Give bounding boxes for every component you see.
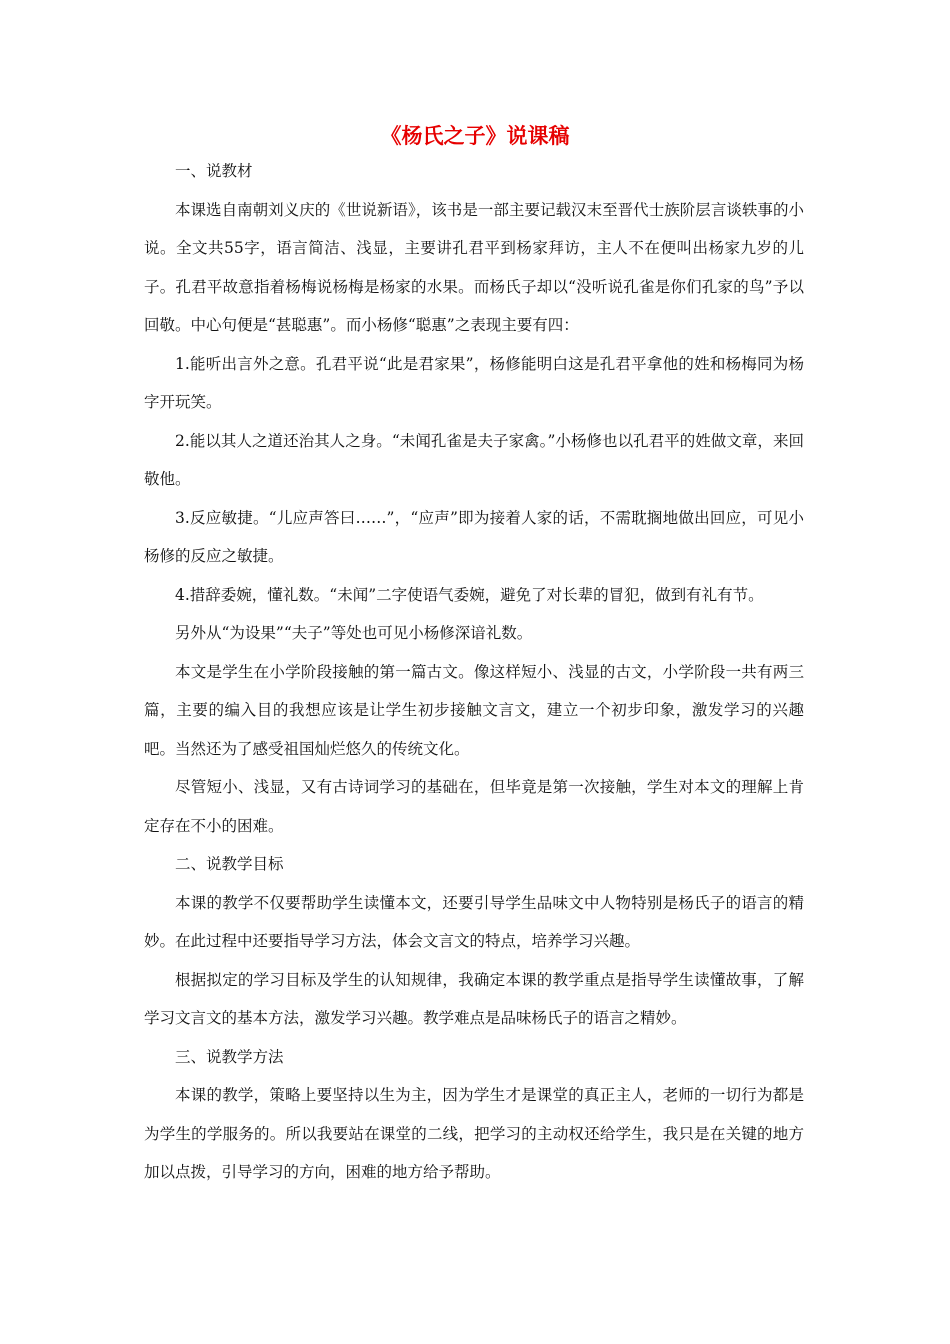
paragraph: 2.能以其人之道还治其人之身。“未闻孔雀是夫子家禽。”小杨修也以孔君平的姓做文章，来回敬他。 [144,431,804,488]
section-heading: 三、说教学方法 [175,1047,284,1066]
paragraph: 本文是学生在小学阶段接触的第一篇古文。像这样短小、浅显的古文，小学阶段一共有两三篇，主要的编入目的我想应该是让学生初步接触文言文，建立一个初步印象，激发学习的兴趣吧。当然还为了感受祖国灿烂悠久的传统文化。 [144,662,804,758]
section-heading: 一、说教材 [175,162,253,180]
paragraph: 另外从“为设果”“夫子”等处也可见小杨修深谙礼数。 [175,624,533,642]
paragraph: 本课的教学，策略上要坚持以生为主，因为学生才是课堂的真正主人，老师的一切行为都是为学生的学服务的。所以我要站在课堂的二线，把学习的主动权还给学生，我只是在关键的地方加以点拨，引导学习的方向，困难的地方给予帮助。 [144,1086,804,1181]
paragraph: 本课的教学不仅要帮助学生读懂本文，还要引导学生品味文中人物特别是杨氏子的语言的精妙。在此过程中还要指导学习方法，体会文言文的特点，培养学习兴趣。 [144,893,804,950]
paragraph: 本课选自南朝刘义庆的《世说新语》，该书是一部主要记载汉末至晋代士族阶层言谈轶事的小说。全文共55字，语言简洁、浅显，主要讲孔君平到杨家拜访，主人不在便叫出杨家九岁的儿子。孔君平故意指着杨梅说杨梅是杨家的水果。而杨氏子却以“没听说孔雀是你们孔家的鸟”予以回敬。中心句便是“甚聪惠”。而小杨修“聪惠”之表现主要有四： [144,200,804,334]
section-heading: 二、说教学目标 [175,855,284,873]
document-body [144,152,804,1192]
paragraph: 尽管短小、浅显，又有古诗词学习的基础在，但毕竟是第一次接触，学生对本文的理解上肯定存在不小的困难。 [144,778,804,835]
paragraph: 3.反应敏捷。“儿应声答曰……”，“应声”即为接着人家的话，不需耽搁地做出回应，可见小杨修的反应之敏捷。 [144,508,804,565]
page-title: 《杨氏之子》说课稿 [380,124,570,148]
paragraph: 4.措辞委婉，懂礼数。“未闻”二字使语气委婉，避免了对长辈的冒犯，做到有礼有节。 [175,585,764,604]
paragraph: 根据拟定的学习目标及学生的认知规律，我确定本课的教学重点是指导学生读懂故事，了解学习文言文的基本方法，激发学习兴趣。教学难点是品味杨氏子的语言之精妙。 [144,970,804,1027]
paragraph: 1.能听出言外之意。孔君平说“此是君家果”，杨修能明白这是孔君平拿他的姓和杨梅同为杨字开玩笑。 [144,354,804,411]
